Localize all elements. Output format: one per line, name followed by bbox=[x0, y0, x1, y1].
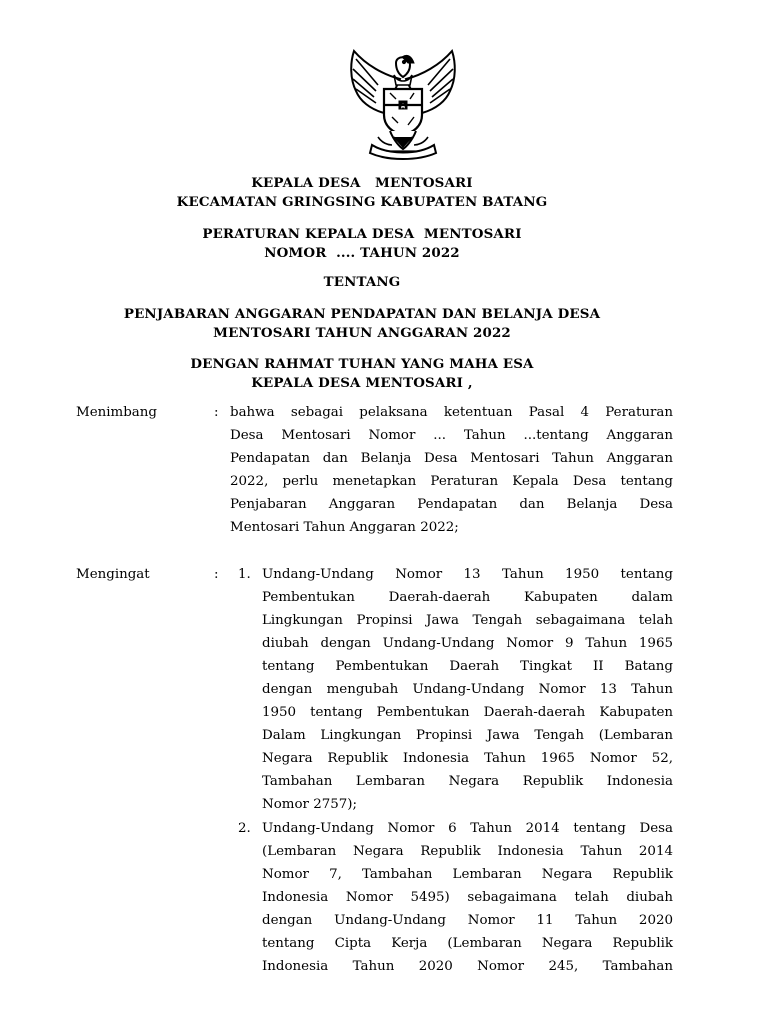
list-line: Lingkungan Propinsi Jawa Tengah sebagaimana telah bbox=[262, 613, 673, 628]
list-line: Undang-Undang Nomor 13 Tahun 1950 tentang bbox=[262, 567, 673, 582]
mengingat-colon: : bbox=[214, 567, 219, 582]
list-number: 1. bbox=[238, 567, 251, 582]
menimbang-colon: : bbox=[214, 405, 219, 420]
heading-line-subject-2: MENTOSARI TAHUN ANGGARAN 2022 bbox=[213, 325, 511, 341]
list-line: dengan mengubah Undang-Undang Nomor 13 Tahun bbox=[262, 682, 673, 697]
menimbang-paragraph bbox=[230, 401, 673, 539]
list-line: Negara Republik Indonesia Tahun 1965 Nomor 52, bbox=[262, 751, 673, 766]
menimbang-line: Pendapatan dan Belanja Desa Mentosari Tahun Anggaran bbox=[230, 451, 673, 466]
list-line: (Lembaran Negara Republik Indonesia Tahun 2014 bbox=[262, 844, 673, 859]
list-line: dengan Undang-Undang Nomor 11 Tahun 2020 bbox=[262, 913, 673, 928]
menimbang-line: Desa Mentosari Nomor ... Tahun ...tentang Anggaran bbox=[230, 428, 673, 443]
list-line: tentang Cipta Kerja (Lembaran Negara Republik bbox=[262, 936, 673, 951]
heading-line-village-head: KEPALA DESA MENTOSARI bbox=[251, 175, 473, 191]
list-line: Nomor 7, Tambahan Lembaran Negara Republik bbox=[262, 867, 673, 882]
heading-line-preamble-2: KEPALA DESA MENTOSARI , bbox=[251, 375, 473, 391]
list-line: Undang-Undang Nomor 6 Tahun 2014 tentang Desa bbox=[262, 821, 673, 836]
list-number: 2. bbox=[238, 821, 251, 836]
heading-line-regulation-number: NOMOR .... TAHUN 2022 bbox=[264, 245, 460, 261]
heading-line-district: KECAMATAN GRINGSING KABUPATEN BATANG bbox=[176, 194, 548, 210]
list-line: Pembentukan Daerah-daerah Kabupaten dalam bbox=[262, 590, 673, 605]
heading-line-preamble-1: DENGAN RAHMAT TUHAN YANG MAHA ESA bbox=[190, 356, 534, 372]
list-item-body bbox=[262, 563, 673, 816]
list-item-body bbox=[262, 817, 673, 978]
mengingat-label: Mengingat bbox=[76, 567, 150, 582]
heading-regulation bbox=[0, 225, 724, 263]
menimbang-line: Mentosari Tahun Anggaran 2022; bbox=[230, 520, 459, 535]
menimbang-line: Penjabaran Anggaran Pendapatan dan Belanja Desa bbox=[230, 497, 673, 512]
heading-subject bbox=[0, 305, 724, 343]
heading-institution bbox=[0, 174, 724, 212]
heading-line-tentang: TENTANG bbox=[323, 274, 401, 290]
list-line: Nomor 2757); bbox=[262, 797, 358, 812]
heading-preamble bbox=[0, 355, 724, 393]
list-line: tentang Pembentukan Daerah Tingkat II Batang bbox=[262, 659, 673, 674]
heading-line-regulation-title: PERATURAN KEPALA DESA MENTOSARI bbox=[202, 226, 522, 242]
list-line: Indonesia Tahun 2020 Nomor 245, Tambahan bbox=[262, 959, 673, 974]
list-line: Indonesia Nomor 5495) sebagaimana telah diubah bbox=[262, 890, 673, 905]
list-line: Tambahan Lembaran Negara Republik Indonesia bbox=[262, 774, 673, 789]
garuda-emblem-icon bbox=[344, 45, 462, 161]
heading-about bbox=[0, 273, 724, 292]
list-line: Dalam Lingkungan Propinsi Jawa Tengah (Lembaran bbox=[262, 728, 673, 743]
menimbang-label: Menimbang bbox=[76, 405, 157, 420]
heading-line-subject-1: PENJABARAN ANGGARAN PENDAPATAN DAN BELANJA DESA bbox=[123, 306, 601, 322]
list-line: diubah dengan Undang-Undang Nomor 9 Tahun 1965 bbox=[262, 636, 673, 651]
menimbang-line: bahwa sebagai pelaksana ketentuan Pasal 4 Peraturan bbox=[230, 405, 673, 420]
menimbang-line: 2022, perlu menetapkan Peraturan Kepala Desa tentang bbox=[230, 474, 673, 489]
list-line: 1950 tentang Pembentukan Daerah-daerah Kabupaten bbox=[262, 705, 673, 720]
